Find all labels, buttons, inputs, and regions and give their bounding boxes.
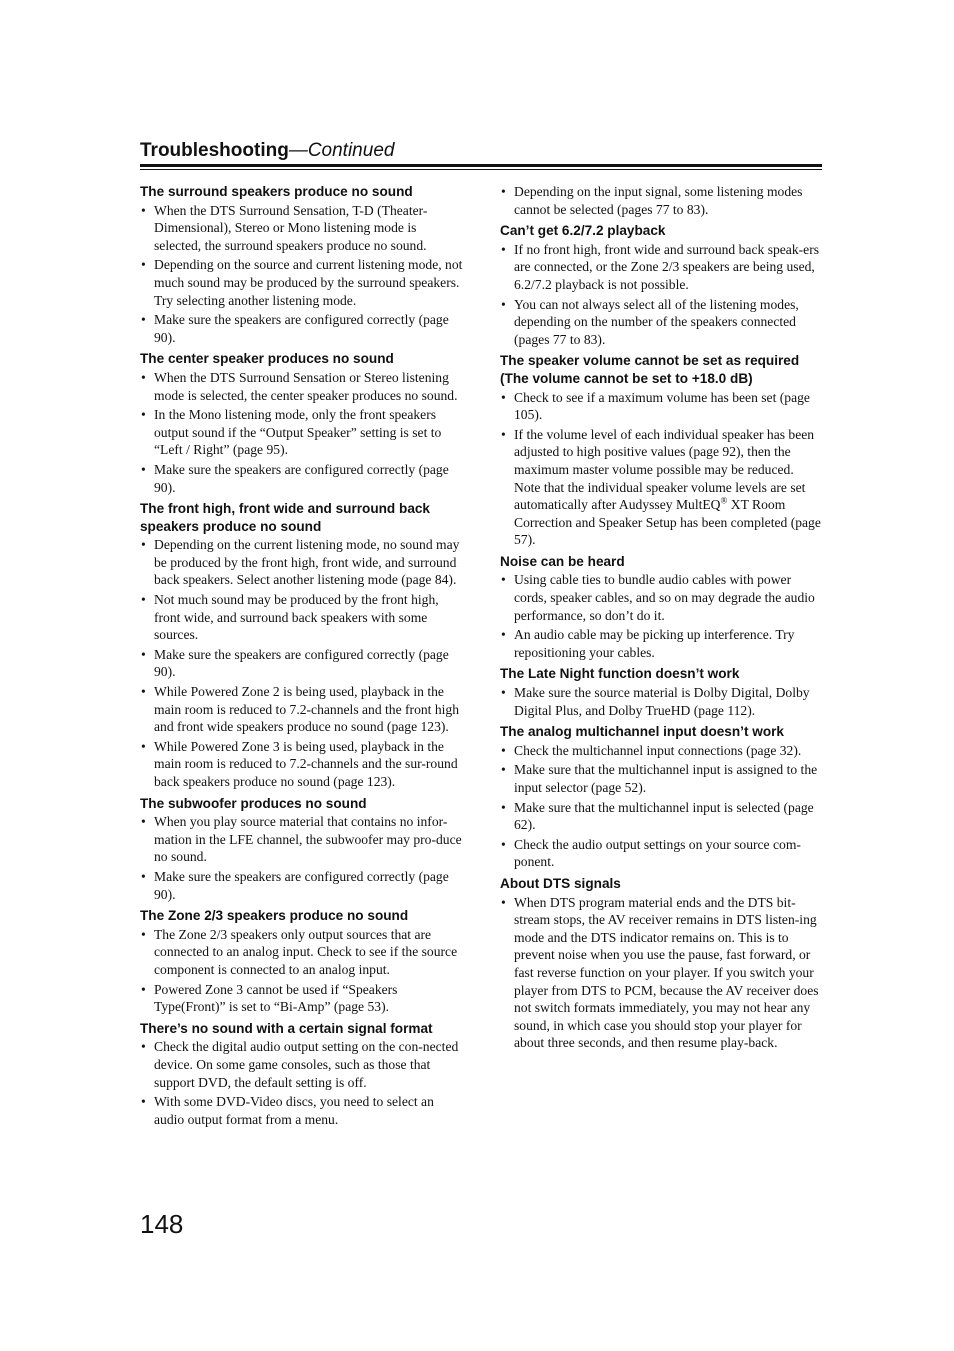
header-title-continued: —Continued (288, 140, 395, 161)
page-title (140, 139, 394, 163)
bullet-list (140, 1038, 464, 1128)
header-rule-thin (140, 169, 822, 170)
bullet-list (140, 926, 464, 1016)
list-item: • Using cable ties to bundle audio cables with power cords, speaker cables, and so on may degrade the audio performance, so don’t do it. (500, 571, 822, 624)
section-the-speaker-volume-cannot-be-set-as-requ (500, 352, 822, 549)
list-item: • Make sure the speakers are configured correctly (page 90). (140, 868, 464, 903)
list-item: • Powered Zone 3 cannot be used if “Speakers Type(Front)” is set to “Bi-Amp” (page 53). (140, 981, 464, 1016)
list-item: • Make sure that the multichannel input is assigned to the input selector (page 52). (500, 761, 822, 796)
bullet-list (500, 894, 822, 1052)
list-item: • Check the audio output settings on your source com-ponent. (500, 836, 822, 871)
section-heading: The analog multichannel input doesn’t work (500, 724, 784, 740)
section-heading: The center speaker produces no sound (140, 351, 394, 367)
section-heading: The speaker volume cannot be set as required (The volume cannot be set to +18.0 dB) (500, 353, 800, 386)
bullet-list (500, 183, 822, 218)
header-title-main: Troubleshooting (140, 140, 289, 161)
section-the-subwoofer-produces-no-sound (140, 795, 464, 904)
page-number: 148 (140, 1209, 184, 1239)
bullet-list (500, 241, 822, 349)
list-item: • Make sure the speakers are configured correctly (page 90). (140, 646, 464, 681)
section-the-surround-speakers-produce-no-sound (140, 183, 464, 346)
list-item: • Make sure that the multichannel input is selected (page 62). (500, 799, 822, 834)
page-header (140, 139, 822, 171)
bullet-list (140, 813, 464, 903)
list-item: • Make sure the speakers are configured correctly (page 90). (140, 311, 464, 346)
list-item: • Check the digital audio output setting on the con-nected device. On some game consoles, such as those that support DVD, the default setting is off. (140, 1038, 464, 1091)
section-can-t-get-6-2-7-2-playback (500, 222, 822, 348)
section-heading: The front high, front wide and surround back speakers produce no sound (140, 501, 430, 534)
list-item: • Check the multichannel input connections (page 32). (500, 742, 822, 760)
section-heading: About DTS signals (500, 875, 621, 891)
left-column (140, 183, 464, 1132)
header-rule-thick (140, 164, 822, 167)
list-item: • If no front high, front wide and surround back speak-ers are connected, or the Zone 2/3 speakers are being used, 6.2/7.2 playback is not possible. (500, 241, 822, 294)
section-continued (500, 183, 822, 218)
list-item: • Depending on the input signal, some listening modes cannot be selected (pages 77 to 83). (500, 183, 822, 218)
list-item: • When the DTS Surround Sensation or Stereo listening mode is selected, the center speaker produces no sound. (140, 369, 464, 404)
list-item: • When the DTS Surround Sensation, T-D (Theater-Dimensional), Stereo or Mono listening mode is selected, the surround speakers produce no sound. (140, 202, 464, 255)
section-heading: The Late Night function doesn’t work (500, 666, 740, 682)
list-item: • Depending on the source and current listening mode, not much sound may be produced by the surround speakers. Try selecting another listening mode. (140, 256, 464, 309)
list-item: • If the volume level of each individual speaker has been adjusted to high positive values (page 92), then the maximum master volume possible may be reduced. Note that the individual speaker volume levels are set automatically after Audyssey MultEQ® XT Room Correction and Speaker Setup has been completed (page 57). (500, 426, 822, 549)
bullet-list (500, 571, 822, 661)
list-item: • When DTS program material ends and the DTS bit-stream stops, the AV receiver remains in DTS listen-ing mode and the DTS indicator remains on. This is to prevent noise when you use the pause, fast forward, or fast reverse function on your player. If you switch your player from DTS to PCM, because the AV receiver does not switch formats immediately, you may not hear any sound, in which case you should stop your player for about three seconds, and then resume play-back. (500, 894, 822, 1052)
list-item: • While Powered Zone 3 is being used, playback in the main room is reduced to 7.2-channels and the sur-round back speakers produce no sound (page 123). (140, 738, 464, 791)
bullet-list (140, 536, 464, 790)
section-the-front-high-front-wide-and-surround-b (140, 500, 464, 791)
list-item: • Check to see if a maximum volume has been set (page 105). (500, 389, 822, 424)
right-column (500, 183, 822, 1056)
list-item: • Depending on the current listening mode, no sound may be produced by the front high, front wide, and surround back speakers. Select another listening mode (page 84). (140, 536, 464, 589)
section-the-late-night-function-doesn-t-work (500, 665, 822, 719)
list-item: • While Powered Zone 2 is being used, playback in the main room is reduced to 7.2-channels and the front high and front wide speakers produce no sound (page 123). (140, 683, 464, 736)
bullet-list (500, 389, 822, 549)
list-item: • You can not always select all of the listening modes, depending on the number of the speakers connected (pages 77 to 83). (500, 296, 822, 349)
section-the-center-speaker-produces-no-sound (140, 350, 464, 496)
section-heading: There’s no sound with a certain signal format (140, 1020, 433, 1036)
section-noise-can-be-heard (500, 553, 822, 662)
list-item: • When you play source material that contains no infor-mation in the LFE channel, the subwoofer may pro-duce no sound. (140, 813, 464, 866)
bullet-list (140, 202, 464, 347)
list-item: • In the Mono listening mode, only the front speakers output sound if the “Output Speaker” setting is set to “Left / Right” (page 95). (140, 406, 464, 459)
section-heading: Can’t get 6.2/7.2 playback (500, 223, 666, 239)
bullet-list (500, 684, 822, 719)
list-item: • An audio cable may be picking up interference. Try repositioning your cables. (500, 626, 822, 661)
section-there-s-no-sound-with-a-certain-signal-f (140, 1020, 464, 1129)
section-heading: Noise can be heard (500, 553, 625, 569)
section-heading: The surround speakers produce no sound (140, 184, 413, 199)
section-heading: The subwoofer produces no sound (140, 795, 367, 811)
list-item: • The Zone 2/3 speakers only output sources that are connected to an analog input. Check to see if the source component is connected to an analog input. (140, 926, 464, 979)
section-the-analog-multichannel-input-doesn-t-wo (500, 723, 822, 871)
bullet-list (500, 742, 822, 871)
section-about-dts-signals (500, 875, 822, 1052)
list-item: • Make sure the speakers are configured correctly (page 90). (140, 461, 464, 496)
bullet-list (140, 369, 464, 496)
list-item: • With some DVD-Video discs, you need to select an audio output format from a menu. (140, 1093, 464, 1128)
section-heading: The Zone 2/3 speakers produce no sound (140, 908, 409, 924)
list-item: • Make sure the source material is Dolby Digital, Dolby Digital Plus, and Dolby TrueHD (page 112). (500, 684, 822, 719)
list-item: • Not much sound may be produced by the front high, front wide, and surround back speakers with some sources. (140, 591, 464, 644)
section-the-zone-2-3-speakers-produce-no-sound (140, 907, 464, 1016)
